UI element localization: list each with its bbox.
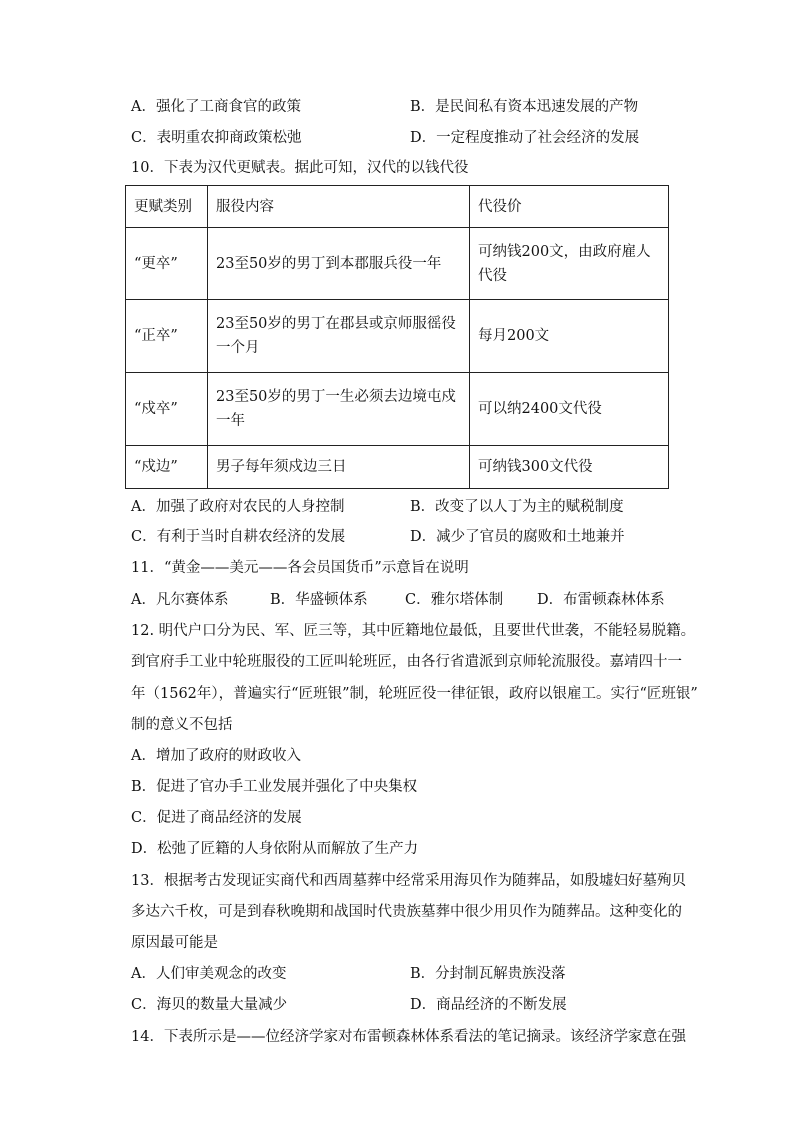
table-row (126, 446, 669, 489)
q12-stem-line: 制的意义不包括 (131, 717, 233, 733)
table-row (126, 373, 669, 446)
q12-option-b[interactable]: B．促进了官办手工业发展并强化了中央集权 (131, 779, 418, 795)
q12-option-d[interactable]: D．松弛了匠籍的人身依附从而解放了生产力 (131, 841, 419, 857)
q9-option-b[interactable]: B．是民间私有资本迅速发展的产物 (410, 99, 639, 115)
table-header-cell: 服役内容 (208, 186, 470, 228)
table-header-cell: 更赋类别 (126, 186, 208, 228)
table-cell: 可纳钱300文代役 (470, 446, 669, 489)
q13-stem-line: 多达六千枚，可是到春秋晚期和战国时代贵族墓葬中很少用贝作为随葬品。这种变化的 (131, 904, 682, 920)
table-header-row (126, 186, 669, 228)
q13-option-a[interactable]: A．人们审美观念的改变 (131, 966, 287, 982)
table-header-cell: 代役价 (470, 186, 669, 228)
q12-stem-line: 12. 明代户口分为民、军、匠三等，其中匠籍地位最低，且要世代世袭，不能轻易脱籍。 (131, 623, 696, 639)
table-cell: 23至50岁的男丁一生必须去边境屯戍一年 (208, 373, 470, 446)
q10-option-a[interactable]: A．加强了政府对农民的人身控制 (131, 499, 345, 515)
table-cell: “戍边” (126, 446, 208, 489)
table-cell: 男子每年须戍边三日 (208, 446, 470, 489)
q13-option-d[interactable]: D．商品经济的不断发展 (410, 997, 567, 1013)
q10-option-b[interactable]: B．改变了以人丁为主的赋税制度 (410, 499, 624, 515)
q12-stem-line: 到官府手工业中轮班服役的工匠叫轮班匠，由各行省遣派到京师轮流服役。嘉靖四十一 (131, 654, 682, 670)
q9-option-c[interactable]: C．表明重农抑商政策松弛 (131, 130, 302, 146)
q13-option-b[interactable]: B．分封制瓦解贵族没落 (410, 966, 566, 982)
q10-stem: 10．下表为汉代更赋表。据此可知，汉代的以钱代役 (131, 160, 469, 176)
table-cell: “正卒” (126, 300, 208, 373)
table-cell: 可纳钱200文，由政府雇人代役 (470, 228, 669, 300)
table-cell: 23至50岁的男丁到本郡服兵役一年 (208, 228, 470, 300)
q10-option-c[interactable]: C．有利于当时自耕农经济的发展 (131, 529, 346, 545)
table-cell: 可以纳2400文代役 (470, 373, 669, 446)
q10-table (125, 185, 669, 489)
table-cell: 23至50岁的男丁在郡县或京师服徭役一个月 (208, 300, 470, 373)
q11-option-d[interactable]: D．布雷顿森林体系 (537, 592, 665, 608)
q12-stem-line: 年（1562年），普遍实行“匠班银”制，轮班匠役一律征银，政府以银雇工。实行“匠班银” (131, 686, 698, 702)
q11-stem: 11．“黄金——美元——各会员国货币”示意旨在说明 (131, 560, 469, 576)
q11-option-a[interactable]: A．凡尔赛体系 (131, 592, 229, 608)
q12-option-c[interactable]: C．促进了商品经济的发展 (131, 810, 302, 826)
q9-option-d[interactable]: D．一定程度推动了社会经济的发展 (410, 130, 640, 146)
q13-stem-line: 13．根据考古发现证实商代和西周墓葬中经常采用海贝作为随葬品，如殷墟妇好墓殉贝 (131, 873, 686, 889)
q11-option-b[interactable]: B．华盛顿体系 (270, 592, 368, 608)
table-cell: 每月200文 (470, 300, 669, 373)
q9-option-a[interactable]: A．强化了工商食官的政策 (131, 99, 301, 115)
q10-option-d[interactable]: D．减少了官员的腐败和土地兼并 (410, 529, 625, 545)
table-cell: “更卒” (126, 228, 208, 300)
q14-stem-line: 14．下表所示是——位经济学家对布雷顿森林体系看法的笔记摘录。该经济学家意在强 (131, 1029, 686, 1045)
q11-option-c[interactable]: C．雅尔塔体制 (405, 592, 504, 608)
table-row (126, 300, 669, 373)
table-cell: “戍卒” (126, 373, 208, 446)
q12-option-a[interactable]: A．增加了政府的财政收入 (131, 748, 301, 764)
q13-stem-line: 原因最可能是 (131, 935, 218, 951)
table-row (126, 228, 669, 300)
q13-option-c[interactable]: C．海贝的数量大量减少 (131, 997, 288, 1013)
